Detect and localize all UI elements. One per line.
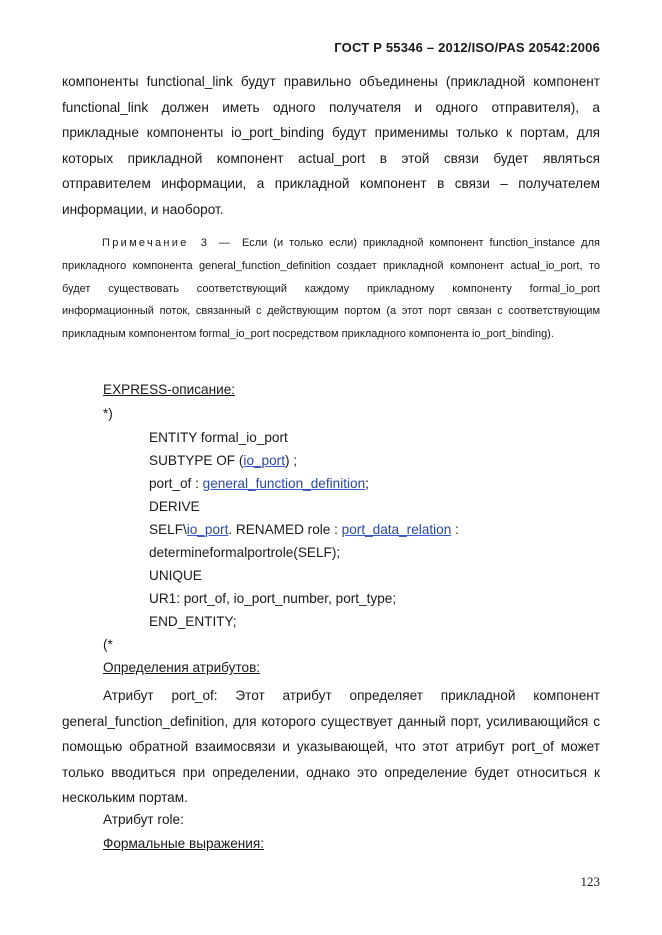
self-role-line: SELF\io_port. RENAMED role : port_data_relation : [149,522,459,537]
express-open-marker: *) [103,406,113,421]
attributes-heading: Определения атрибутов: [103,660,261,675]
note-text: Если (и только если) прикладной компонент function_instance для прикладного компонента general_function_definition создает прикладной компонент actual_io_port, то будет существовать соответствующий каждому прикладному компоненту formal_io_port информационный поток, связанный с действующим портом (а этот порт связан с соответствующим прикладным компонентом formal_io_port посредством прикладного компонента io_port_binding). [62,237,600,341]
note-dash: — [218,237,230,249]
note-label: Примечание [102,237,189,249]
io-port-link-2[interactable]: io_port [186,522,229,537]
page-number: 123 [580,874,600,889]
paragraph-binding-rules: компоненты functional_link будут правильно объединены (прикладной компонент functional_link должен иметь одного получателя и одного отправителя), а прикладные компоненты io_port_binding будут применимы только к портам, для которых прикладной компонент actual_port в этой связи будет являться отправителем информации, а прикладной компонент в связи – получателем информации, и наоборот. [62,74,600,217]
subtype-line: SUBTYPE OF (io_port) ; [149,453,298,468]
general-function-definition-link[interactable]: general_function_definition [202,476,366,491]
document-header: ГОСТ Р 55346 – 2012/ISO/PAS 20542:2006 [334,40,600,55]
entity-declaration: ENTITY formal_io_port [149,430,288,445]
note-3 [62,232,600,346]
express-close-marker: (* [103,637,113,652]
port-of-definition: Атрибут port_of: Этот атрибут определяет прикладной компонент general_function_definition, для которого существует данный порт, усиливающийся с помощью обратной взаимосвязи и указывающей, что этот атрибут port_of может только вводиться при определении, однако это определение будет относиться к нескольким портам. [62,688,600,805]
determine-function-line: determineformalportrole(SELF); [149,545,341,560]
port-data-relation-link[interactable]: port_data_relation [341,522,452,537]
unique-keyword: UNIQUE [149,568,202,583]
ur1-line: UR1: port_of, io_port_number, port_type; [149,591,397,606]
derive-keyword: DERIVE [149,499,200,514]
io-port-link[interactable]: io_port [243,453,285,468]
express-heading: EXPRESS-описание: [103,382,236,397]
end-entity-line: END_ENTITY; [149,614,237,629]
port-of-line: port_of : general_function_definition; [149,476,369,491]
formal-expressions-heading: Формальные выражения: [103,836,264,851]
note-number: 3 [200,237,207,249]
role-attribute: Атрибут role: [103,812,184,827]
